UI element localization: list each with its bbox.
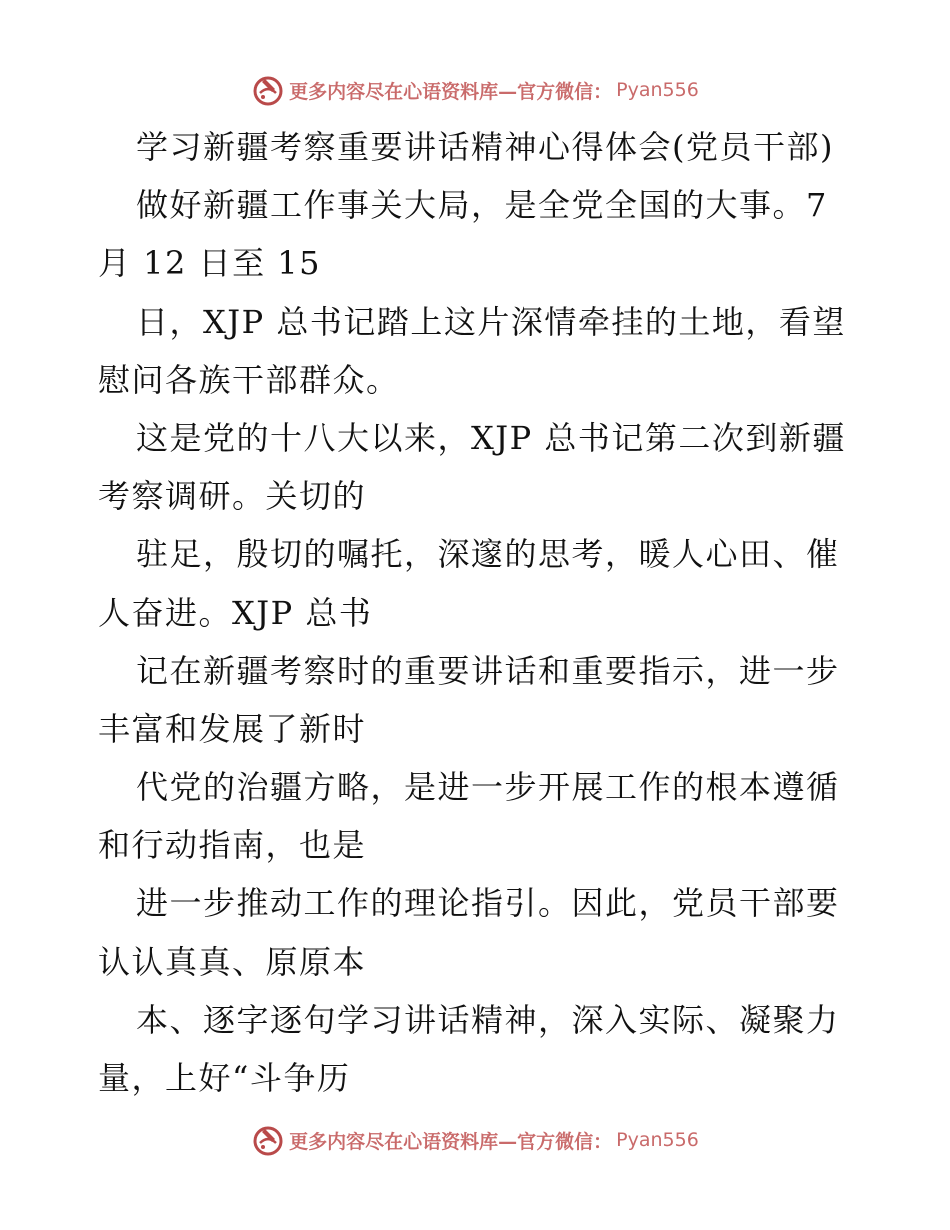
doc-line-1: 做好新疆工作事关大局，是全党全国的大事。7	[136, 186, 828, 225]
document-body	[98, 118, 858, 1107]
footer-banner-inner	[251, 1123, 699, 1157]
doc-line-12: 和行动指南，也是	[98, 826, 367, 865]
doc-line-7: 驻足，殷切的嘱托，深邃的思考，暖人心田、催	[136, 535, 840, 574]
doc-line-11: 代党的治疆方略，是进一步开展工作的根本遵循	[136, 768, 840, 807]
doc-line-15: 本、逐字逐句学习讲话精神，深入实际、凝聚力	[136, 1000, 840, 1039]
book-pen-logo-icon	[251, 1123, 285, 1157]
header-banner-inner	[251, 73, 699, 107]
footer-banner-contact: Pyan556	[616, 1129, 699, 1151]
doc-line-2: 月 12 日至 15	[98, 244, 321, 283]
footer-banner	[0, 1120, 950, 1160]
doc-line-13: 进一步推动工作的理论指引。因此，党员干部要	[136, 884, 840, 923]
header-banner-contact: Pyan556	[616, 79, 699, 101]
doc-line-3: 日，XJP 总书记踏上这片深情牵挂的土地，看望	[136, 302, 846, 341]
book-pen-logo-icon	[251, 73, 285, 107]
doc-line-8: 人奋进。XJP 总书	[98, 593, 373, 632]
doc-title: 学习新疆考察重要讲话精神心得体会(党员干部)	[136, 128, 834, 166]
doc-line-9: 记在新疆考察时的重要讲话和重要指示，进一步	[136, 651, 840, 690]
doc-line-4: 慰问各族干部群众。	[98, 360, 400, 399]
doc-line-5: 这是党的十八大以来，XJP 总书记第二次到新疆	[136, 418, 846, 457]
header-banner-text: 更多内容尽在心语资料库—官方微信：	[289, 80, 613, 103]
doc-line-14: 认认真真、原原本	[98, 942, 367, 981]
doc-line-16: 量，上好“斗争历	[98, 1059, 351, 1097]
doc-line-10: 丰富和发展了新时	[98, 709, 367, 748]
footer-banner-text: 更多内容尽在心语资料库—官方微信：	[289, 1130, 613, 1153]
header-banner	[0, 70, 950, 110]
doc-line-6: 考察调研。关切的	[98, 477, 367, 516]
